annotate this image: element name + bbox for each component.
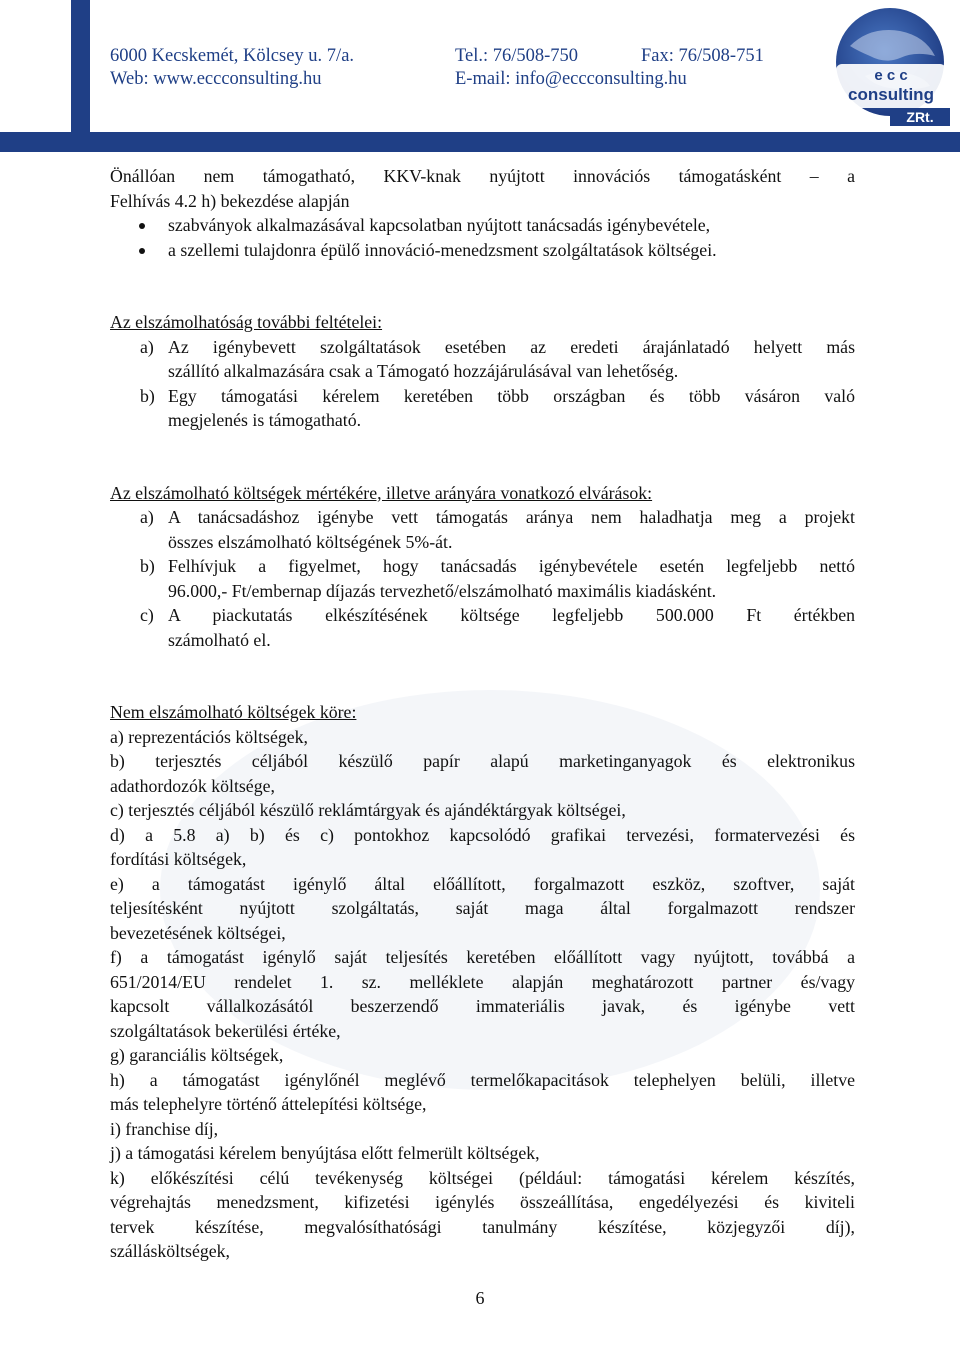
header-fax: Fax: 76/508-751	[641, 46, 764, 66]
list-item: j) a támogatási kérelem benyújtása előtt felmerült költségek,	[110, 1143, 540, 1163]
list-item: c) A piackutatás elkészítésének költsége legfeljebb 500.000 Ft értékben számolható el.	[140, 605, 855, 650]
header-web[interactable]: Web: www.eccconsulting.hu	[110, 69, 322, 89]
header-vertical-bar	[71, 0, 90, 152]
header-horizontal-bar	[0, 132, 960, 152]
intro-line-1: Önállóan nem támogatható, KKV-knak nyújtott innovációs támogatásként – a	[110, 166, 855, 186]
list-item: f) a támogatást igénylő saját teljesítés keretében előállított vagy nyújtott, továbbá a 651/2014/EU rendelet 1. sz. melléklete alapján meghatározott partner és/vagy kapcsolt vállalkozásától beszerzendő immateriális javak, és igénybe vett szolgáltatások bekerülési értéke,	[110, 947, 855, 1041]
list-item: a szellemi tulajdonra épülő innováció-menedzsment szolgáltatások költségei.	[110, 238, 855, 263]
header-address: 6000 Kecskemét, Kölcsey u. 7/a.	[110, 46, 355, 66]
logo-ecc-text: e c c	[874, 67, 908, 84]
list-item: a) A tanácsadáshoz igénybe vett támogatás aránya nem haladhatja meg a projekt összes elszámolható költségének 5%-át.	[140, 507, 855, 552]
list-item: d) a 5.8 a) b) és c) pontokhoz kapcsolódó grafikai tervezési, formatervezési és fordítási költségek,	[110, 824, 855, 869]
intro-line-2: Felhívás 4.2 h) bekezdése alapján	[110, 190, 350, 211]
list-item: i) franchise díj,	[110, 1118, 219, 1139]
bullet-icon	[139, 223, 145, 229]
page-number: 6	[475, 1288, 485, 1308]
logo-zrt-text: ZRt.	[906, 109, 934, 125]
list-item: b) Egy támogatási kérelem keretében több országban és több vásáron való megjelenés is támogatható.	[140, 385, 855, 430]
list-item: szabványok alkalmazásával kapcsolatban nyújtott tanácsadás igénybevétele,	[110, 213, 855, 238]
header-phone: Tel.: 76/508-750	[455, 46, 579, 66]
company-logo	[830, 6, 952, 126]
list-item: a) reprezentációs költségek,	[110, 726, 308, 747]
list-item: e) a támogatást igénylő által előállított, forgalmazott eszköz, szoftver, saját teljesítésként nyújtott szolgáltatás, saját maga által forgalmazott rendszer bevezetésének költségei,	[110, 873, 855, 943]
list-item: b) Felhívjuk a figyelmet, hogy tanácsadás igénybevétele esetén legfeljebb nettó 96.000,- Ft/embernap díjazás tervezhető/elszámolható maximális kiadásként.	[140, 556, 855, 601]
document-body	[110, 164, 855, 1264]
section-heading-cost-ratios: Az elszámolható költségek mértékére, illetve arányára vonatkozó elvárások:	[110, 482, 653, 503]
header-email[interactable]: E-mail: info@eccconsulting.hu	[455, 69, 687, 89]
intro-bullet-list	[110, 213, 855, 262]
list-item: k) előkészítési célú tevékenység költségei (például: támogatási kérelem készítés, végrehajtás menedzsment, kifizetési igénylés összeállítása, engedélyezési és kiviteli tervek készítése, megvalósíthatósági tanulmány készítése, közjegyzői díj), szállásköltségek,	[110, 1167, 855, 1261]
list-item: c) terjesztés céljából készülő reklámtárgyak és ajándéktárgyak költségei,	[110, 800, 626, 820]
list-item: h) a támogatást igénylőnél meglévő termelőkapacitások telephelyen belüli, illetve más telephelyre történő áttelepítési költsége,	[110, 1069, 855, 1114]
section-heading-non-eligible-costs: Nem elszámolható költségek köre:	[110, 702, 357, 722]
section-heading-conditions: Az elszámolhatóság további feltételei:	[110, 312, 383, 332]
list-item: g) garanciális költségek,	[110, 1045, 284, 1065]
bullet-icon	[139, 248, 145, 254]
logo-consulting-text: consulting	[848, 85, 934, 104]
list-item: b) terjesztés céljából készülő papír alapú marketinganyagok és elektronikus adathordozók költsége,	[110, 751, 855, 796]
list-item: a) Az igénybevett szolgáltatások esetében az eredeti árajánlatadó helyett más szállító alkalmazására csak a Támogató hozzájárulásával van lehetőség.	[140, 336, 855, 381]
